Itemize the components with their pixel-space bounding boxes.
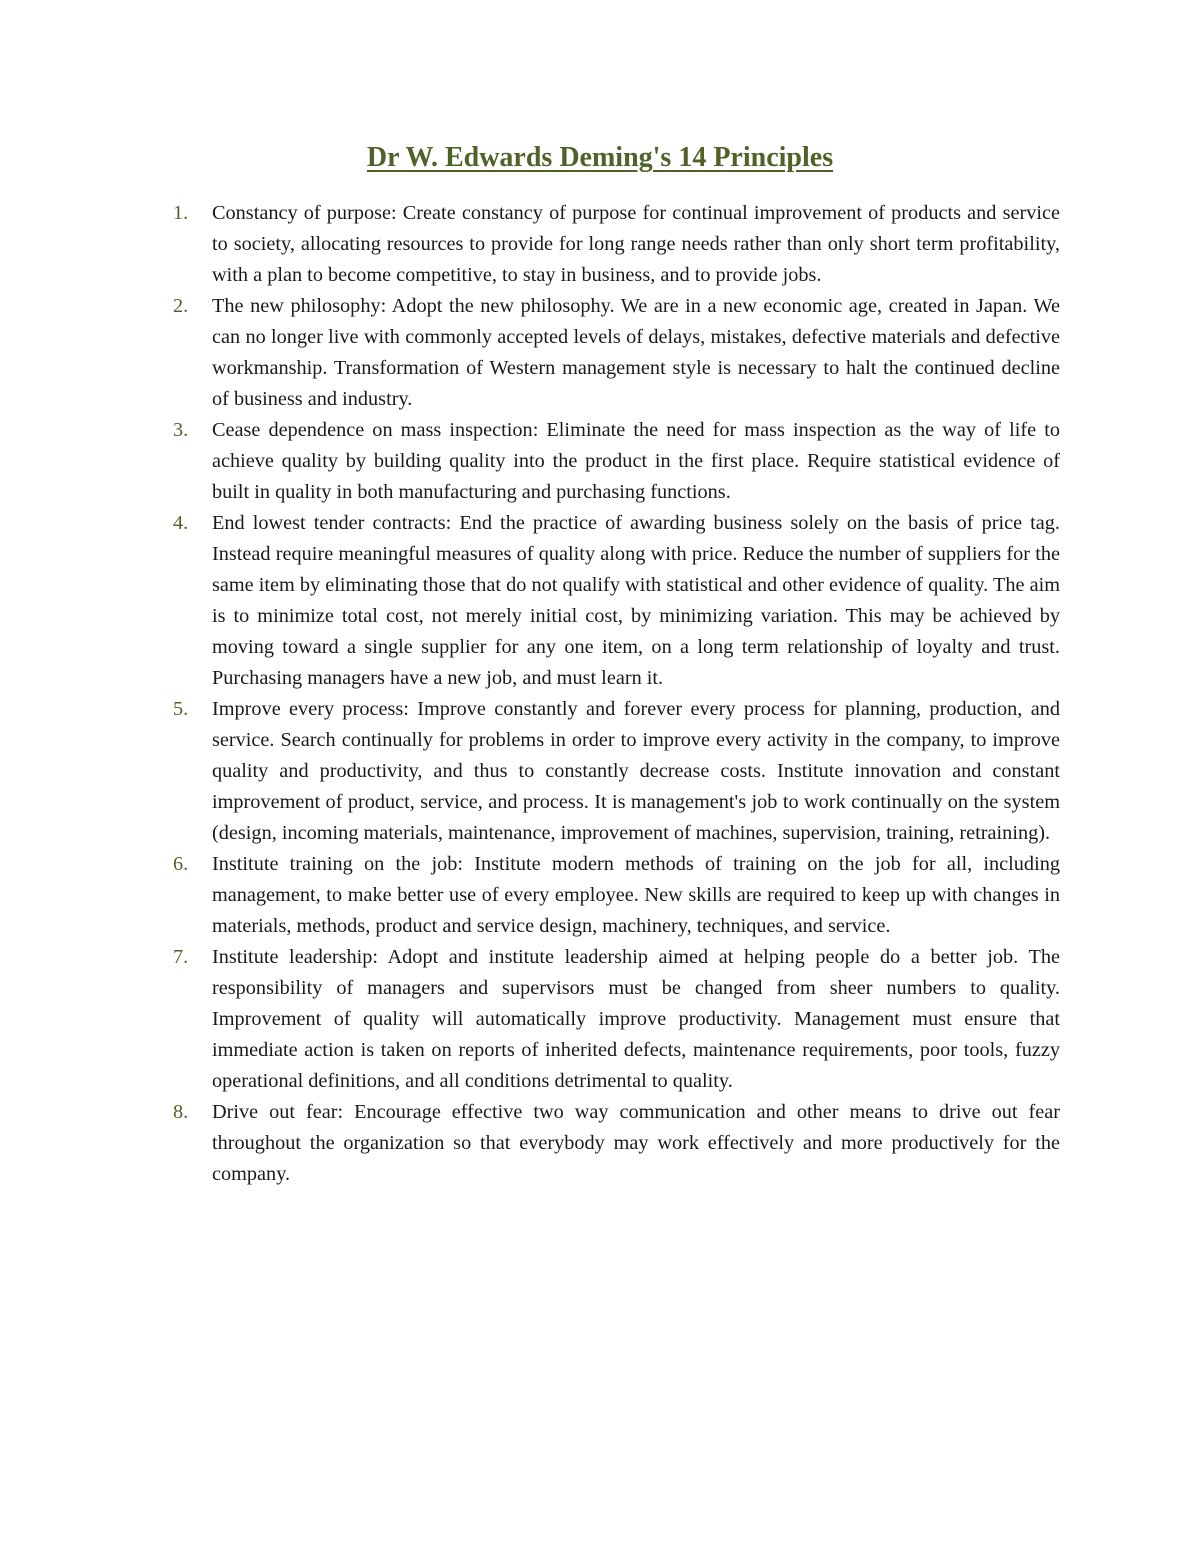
principle-text: End lowest tender contracts: End the practice of awarding business solely on the basis of price tag. Instead require meaningful measures of quality along with price. Reduce the number of suppliers for the same item by eliminating those that do not qualify with statistical and other evidence of quality. The aim is to minimize total cost, not merely initial cost, by minimizing variation. This may be achieved by moving toward a single supplier for any one item, on a long term relationship of loyalty and trust. Purchasing managers have a new job, and must learn it. xyxy=(212,512,1060,689)
principle-text: Drive out fear: Encourage effective two way communication and other means to drive out fear throughout the organization so that everybody may work effectively and more productively for the company. xyxy=(212,1101,1060,1185)
principle-number: 5. xyxy=(173,698,189,720)
principle-text: Improve every process: Improve constantly and forever every process for planning, production, and service. Search continually for problems in order to improve every activity in the company, to improve quality and productivity, and thus to constantly decrease costs. Institute innovation and constant improvement of product, service, and process. It is management's job to work continually on the system (design, incoming materials, maintenance, improvement of machines, supervision, training, retraining). xyxy=(212,698,1060,844)
principles-list xyxy=(170,198,1060,1190)
principle-item-8 xyxy=(170,1097,1060,1190)
principle-number: 6. xyxy=(173,853,189,875)
principle-item-7 xyxy=(170,942,1060,1097)
principle-item-4 xyxy=(170,508,1060,694)
principle-item-1 xyxy=(170,198,1060,291)
principle-text: Constancy of purpose: Create constancy of purpose for continual improvement of products and service to society, allocating resources to provide for long range needs rather than only short term profitability, with a plan to become competitive, to stay in business, and to provide jobs. xyxy=(212,202,1060,286)
principle-item-3 xyxy=(170,415,1060,508)
principle-text: The new philosophy: Adopt the new philosophy. We are in a new economic age, created in Japan. We can no longer live with commonly accepted levels of delays, mistakes, defective materials and defective workmanship. Transformation of Western management style is necessary to halt the continued decline of business and industry. xyxy=(212,295,1060,410)
principle-text: Institute leadership: Adopt and institute leadership aimed at helping people do a better job. The responsibility of managers and supervisors must be changed from sheer numbers to quality. Improvement of quality will automatically improve productivity. Management must ensure that immediate action is taken on reports of inherited defects, maintenance requirements, poor tools, fuzzy operational definitions, and all conditions detrimental to quality. xyxy=(212,946,1060,1092)
principle-number: 3. xyxy=(173,419,189,441)
principle-number: 8. xyxy=(173,1101,189,1123)
principle-item-2 xyxy=(170,291,1060,415)
principle-number: 1. xyxy=(173,202,189,224)
principle-text: Institute training on the job: Institute modern methods of training on the job for all, including management, to make better use of every employee. New skills are required to keep up with changes in materials, methods, product and service design, machinery, techniques, and service. xyxy=(212,853,1060,937)
principle-number: 7. xyxy=(173,946,189,968)
page-title: Dr W. Edwards Deming's 14 Principles xyxy=(366,142,834,173)
principle-number: 4. xyxy=(173,512,189,534)
principle-text: Cease dependence on mass inspection: Eliminate the need for mass inspection as the way of life to achieve quality by building quality into the product in the first place. Require statistical evidence of built in quality in both manufacturing and purchasing functions. xyxy=(212,419,1060,503)
principle-item-5 xyxy=(170,694,1060,849)
principle-number: 2. xyxy=(173,295,189,317)
principle-item-6 xyxy=(170,849,1060,942)
